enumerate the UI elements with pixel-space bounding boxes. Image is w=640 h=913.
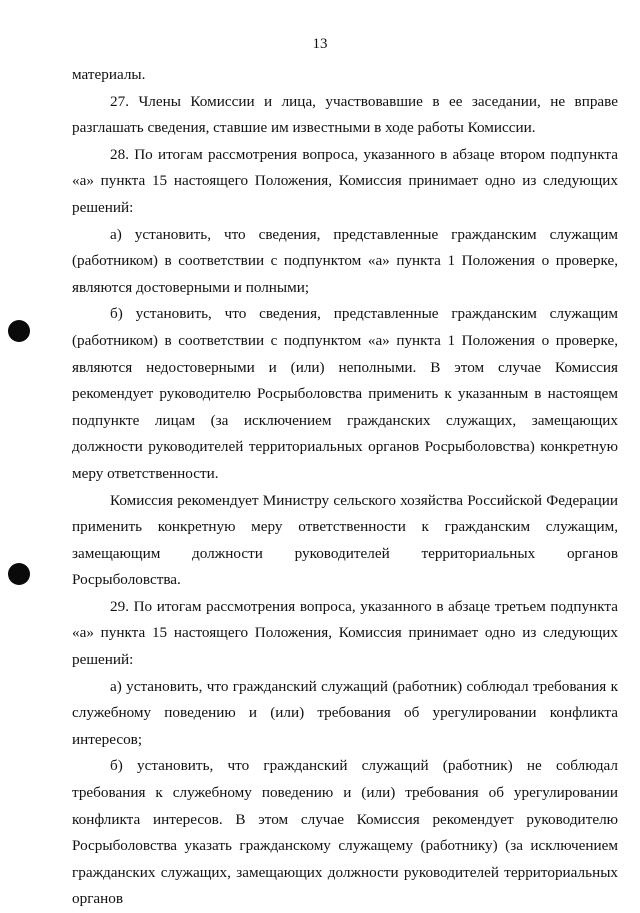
paragraph-28-b: б) установить, что сведения, представленные гражданским служащим (работником) в соответствии с подпунктом «а» пункта 1 Положения о проверке, являются недостоверными и (или) неполными. В этом случае Комиссия рекомендует руководителю Росрыболовства применить к указанным в настоящем подпункте лицам (за исключением гражданских служащих, замещающих должности руководителей территориальных органов Росрыболовства) конкретную меру ответственности. <box>72 305 618 482</box>
paragraph-28-a: а) установить, что сведения, представленные гражданским служащим (работником) в соответствии с подпунктом «а» пункта 1 Положения о проверке, являются достоверными и полными; <box>72 225 618 296</box>
punch-hole <box>8 320 30 342</box>
paragraph-continuation: материалы. <box>72 66 146 83</box>
paragraph-27: 27. Члены Комиссии и лица, участвовавшие в ее заседании, не вправе разглашать сведения, ставшие им известными в ходе работы Комиссии. <box>72 92 618 137</box>
document-body <box>72 62 618 913</box>
punch-hole <box>8 563 30 585</box>
paragraph-29-b: б) установить, что гражданский служащий (работник) не соблюдал требования к служебному поведению и (или) требования об урегулировании конфликта интересов. В этом случае Комиссия рекомендует руководителю Росрыболовства указать гражданскому служащему (работнику) (за исключением гражданских служащих, замещающих должности руководителей территориальных органов <box>72 757 618 908</box>
paragraph-28-recommendation: Комиссия рекомендует Министру сельского хозяйства Российской Федерации применить конкретную меру ответственности к гражданским служащим, замещающим должности руководителей территориальных органов Росрыболовства. <box>72 491 618 589</box>
paragraph-28: 28. По итогам рассмотрения вопроса, указанного в абзаце втором подпункта «а» пункта 15 настоящего Положения, Комиссия принимает одно из следующих решений: <box>72 145 618 216</box>
page-number: 13 <box>312 36 328 52</box>
paragraph-29: 29. По итогам рассмотрения вопроса, указанного в абзаце третьем подпункта «а» пункта 15 настоящего Положения, Комиссия принимает одно из следующих решений: <box>72 597 618 669</box>
paragraph-29-a: а) установить, что гражданский служащий (работник) соблюдал требования к служебному поведению и (или) требования об урегулировании конфликта интересов; <box>72 677 618 748</box>
